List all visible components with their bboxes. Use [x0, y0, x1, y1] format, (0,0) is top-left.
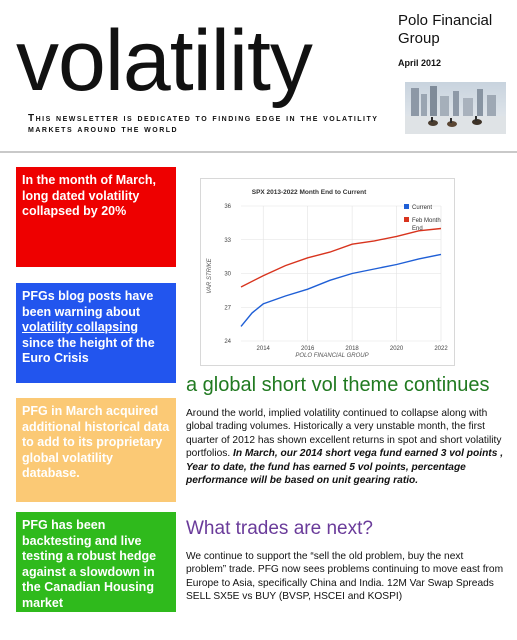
sidebar-box-historical-data	[16, 398, 176, 502]
y-tick-label: 24	[224, 339, 231, 345]
series-line-feb-month-end	[241, 229, 441, 288]
legend-label: Current	[412, 205, 433, 211]
section-body-next-trades: We continue to support the “sell the old problem, buy the next problem” trade. PFG now sees problems continuing to move east from Europe to Asia, specifically China and India. 12M Var Swap Spreads SELL SX5E vs BUY (BVSP, HSCEI and KOSPI)	[186, 551, 504, 603]
x-tick-label: 2022	[434, 346, 448, 352]
volatility-collapsing-link[interactable]: volatility collapsing	[22, 320, 138, 335]
legend-swatch	[404, 204, 409, 209]
newsletter-tagline: This newsletter is dedicated to finding edge in the volatility markets around the world	[28, 113, 379, 135]
sidebar-box-housing-hedge	[16, 512, 176, 612]
newsletter-masthead: volatility	[16, 13, 312, 109]
sidebar-text: since the height of the Euro Crisis	[22, 335, 155, 366]
sidebar-box-blog-posts	[16, 283, 176, 383]
chart-canvas	[201, 179, 454, 365]
legend-swatch	[404, 217, 409, 222]
var-strike-chart	[200, 178, 455, 366]
x-tick-label: 2014	[256, 346, 270, 352]
sidebar-text: PFG in March acquired additional historical data to add to its proprietary global volatility database.	[22, 404, 170, 481]
sidebar-box-march-volatility	[16, 167, 176, 267]
chart-title: SPX 2013-2022 Month End to Current	[251, 189, 367, 196]
sidebar-text: PFGs blog posts have been warning about	[22, 289, 154, 319]
chart-xlabel: POLO FINANCIAL GROUP	[295, 353, 369, 359]
y-tick-label: 33	[224, 237, 231, 244]
header-divider	[0, 151, 517, 153]
y-tick-label: 30	[224, 271, 231, 278]
section-heading-global-short-vol: a global short vol theme continues	[186, 374, 490, 396]
x-tick-label: 2018	[345, 346, 359, 352]
x-tick-label: 2020	[389, 346, 404, 352]
y-tick-label: 27	[224, 305, 231, 312]
sidebar-text: PFG has been backtesting and live testing a robust hedge against a slowdown in the Canadian Housing market	[22, 518, 157, 610]
sidebar-text: In the month of March, long dated volatility collapsed by 20%	[22, 173, 157, 219]
section-body-global-short-vol	[186, 407, 504, 487]
chart-ylabel: VAR STRIKE	[207, 258, 213, 294]
series-line-current	[241, 254, 441, 326]
section-heading-next-trades: What trades are next?	[186, 518, 373, 539]
y-tick-label: 36	[224, 204, 231, 210]
company-name: Polo Financial Group	[398, 12, 493, 47]
x-tick-label: 2016	[300, 346, 315, 352]
header-photo	[405, 82, 506, 134]
issue-date: April 2012	[398, 58, 442, 68]
paragraph-text: Around the world, implied volatility continued to collapse along with global trading volumes. Historically a very unstable month, the first quarter of 2012 has shown excellent returns in spot and short volatility portfolios.	[186, 408, 502, 460]
paragraph-emphasis: In March, our 2014 short vega fund earned 3 vol points , Year to date, the fund has earned 5 vol points, percentage performance will be based on unit gearing ratio.	[186, 448, 504, 487]
legend-label: Feb Month End	[412, 218, 441, 232]
